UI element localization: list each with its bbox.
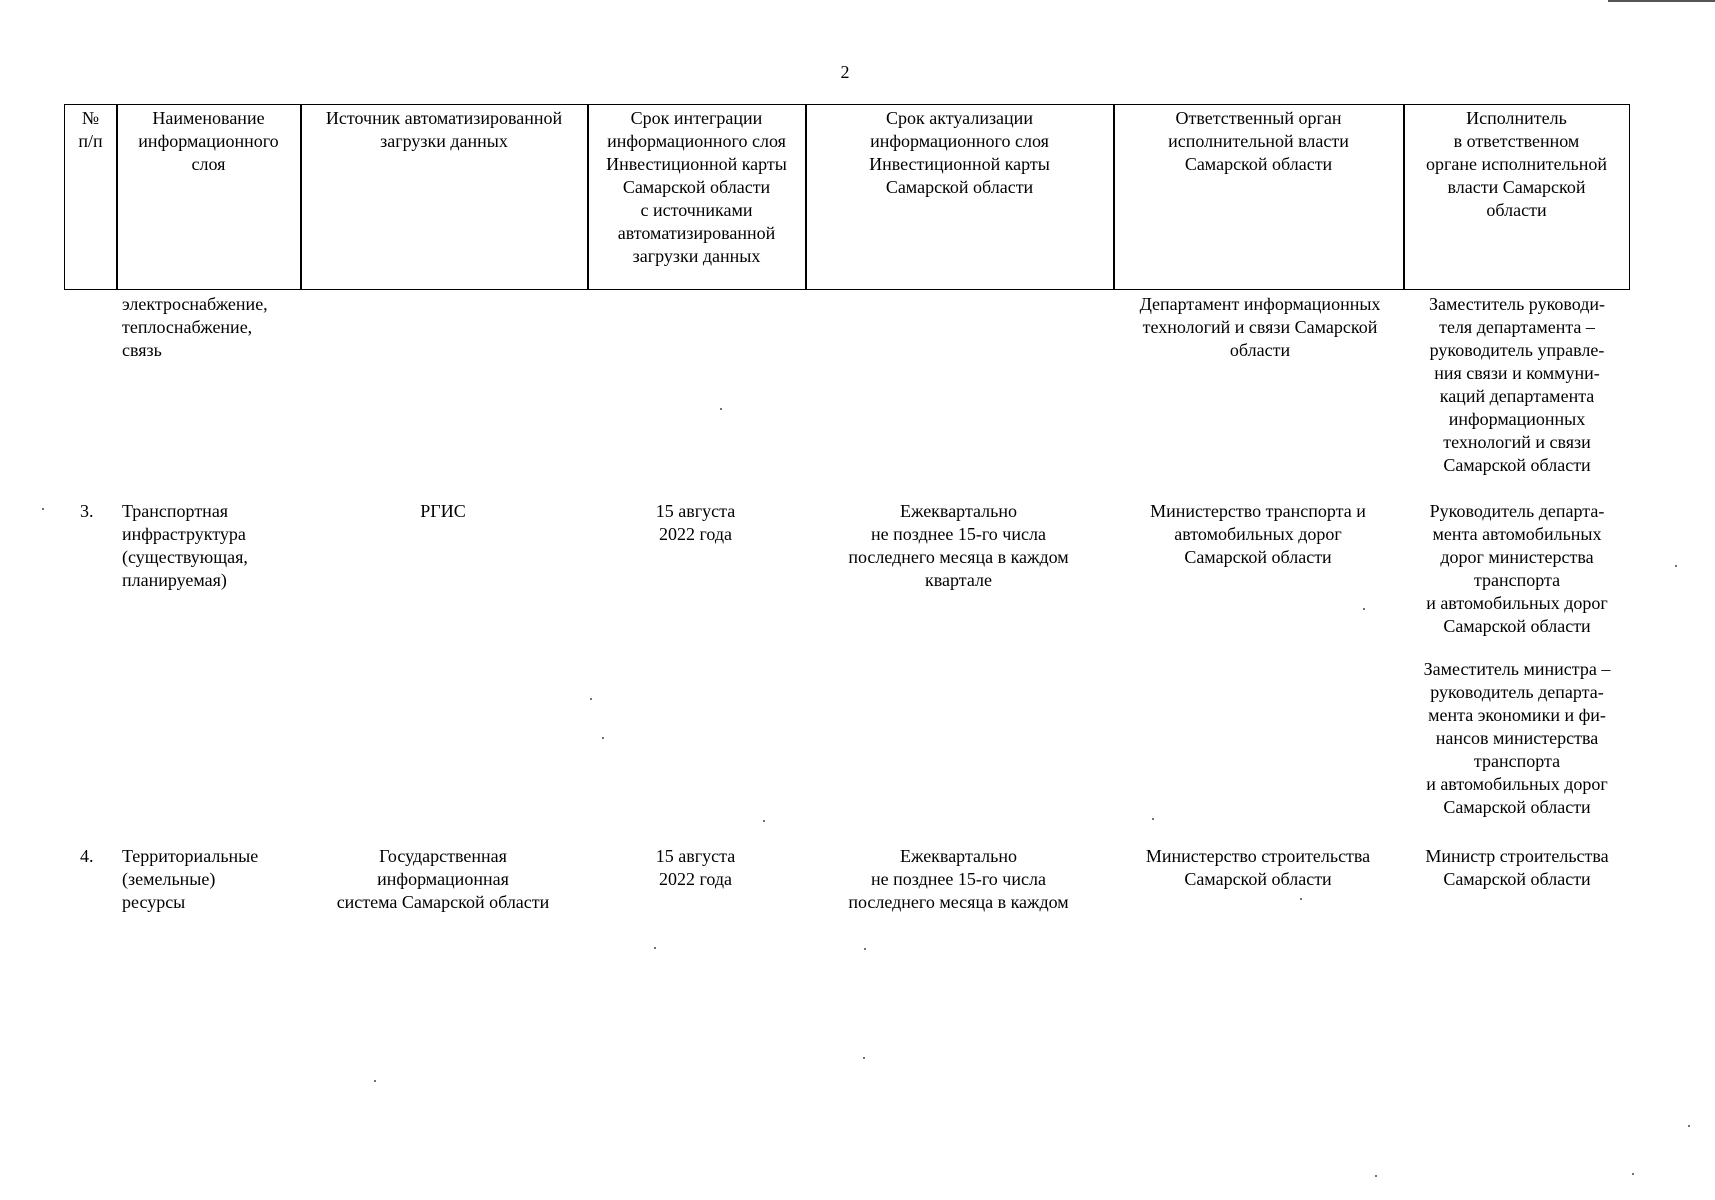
text-line: планируемая) (122, 570, 227, 590)
text-line: власти Самарской (1447, 177, 1586, 197)
text-line: информационного (138, 131, 279, 151)
text-line: и автомобильных дорог (1426, 593, 1608, 613)
row-data-source (300, 845, 586, 914)
text-line: Самарской области (1443, 797, 1591, 817)
text-line: инфраструктура (122, 524, 246, 544)
text-line: Самарской области (1184, 154, 1333, 174)
text-line: руководитель департа- (1430, 682, 1604, 702)
text-line: Самарской области (1443, 869, 1591, 889)
row-executor (1404, 293, 1630, 477)
text-line: технологий и связи Самарской (1142, 317, 1378, 337)
text-line: дорог министерства (1440, 547, 1594, 567)
text-line: Срок интеграции (630, 108, 763, 128)
scan-speck (1152, 818, 1154, 820)
text-line: загрузки данных (380, 131, 508, 151)
scan-edge-rule (1608, 0, 1715, 2)
text-line: ресурсы (122, 892, 186, 912)
text-line: Наименование (152, 108, 265, 128)
row-integration-term (587, 500, 804, 546)
text-line: Самарской области (1443, 616, 1591, 636)
text-line: (существующая, (122, 547, 248, 567)
text-line: Самарской области (1443, 455, 1591, 475)
scan-speck (42, 508, 44, 510)
text-line: последнего месяца в каждом (848, 547, 1069, 567)
text-line: органе исполнительной (1425, 154, 1608, 174)
text-line: 15 августа (655, 501, 736, 521)
row-layer-name (122, 500, 302, 592)
header-update-term (806, 107, 1113, 199)
row-data-source (300, 500, 586, 523)
row-executor (1404, 500, 1630, 638)
text-line: (земельные) (122, 869, 216, 889)
scan-speck (864, 948, 866, 950)
text-line: Министерство транспорта и (1150, 501, 1366, 521)
text-line: Ежеквартально (900, 846, 1017, 866)
text-line: информационного слоя (870, 131, 1049, 151)
row-authority (1113, 500, 1403, 569)
text-line: система Самарской области (336, 892, 550, 912)
text-line: квартале (925, 570, 992, 590)
text-line: № (81, 108, 100, 128)
text-line: п/п (78, 131, 103, 151)
scan-speck (1300, 898, 1302, 900)
text-line: Департамент информационных (1139, 294, 1381, 314)
text-line: Заместитель министра – (1423, 659, 1611, 679)
header-layer-name (117, 107, 300, 176)
row-number: 3. (80, 501, 94, 521)
text-line: Министр строительства (1425, 846, 1609, 866)
text-line: Инвестиционной карты (606, 154, 787, 174)
scan-speck (602, 737, 604, 739)
text-line: Срок актуализации (886, 108, 1033, 128)
row-integration-term (587, 845, 804, 891)
text-line: теплоснабжение, (122, 317, 253, 337)
text-line: Источник автоматизированной (325, 108, 563, 128)
text-line: информационных (1448, 409, 1586, 429)
text-line: Инвестиционной карты (869, 154, 1050, 174)
text-line: Территориальные (122, 846, 259, 866)
row-number: 4. (80, 846, 94, 866)
scan-speck (1632, 1173, 1634, 1175)
text-line: Самарской области (1184, 547, 1332, 567)
text-line: Исполнитель (1466, 108, 1567, 128)
row-layer-name (122, 293, 302, 362)
text-line: нансов министерства (1435, 728, 1599, 748)
row-executor (1404, 845, 1630, 891)
text-line: загрузки данных (632, 246, 761, 266)
text-line: теля департамента – (1439, 317, 1595, 337)
text-line: Самарской области (1184, 869, 1332, 889)
scan-speck (590, 698, 592, 700)
header-data-source (301, 107, 587, 153)
text-line: Министерство строительства (1145, 846, 1371, 866)
header-executor (1404, 107, 1629, 222)
text-line: технологий и связи (1443, 432, 1591, 452)
text-line: 2022 года (658, 869, 733, 889)
scan-speck (374, 1080, 376, 1082)
text-line: Руководитель департа- (1429, 501, 1605, 521)
text-line: не позднее 15-го числа (871, 869, 1046, 889)
table-header (64, 104, 1630, 290)
scan-speck (1375, 1175, 1377, 1177)
row-update-term (805, 500, 1112, 592)
scan-speck (1688, 1125, 1690, 1127)
row-authority (1113, 845, 1403, 891)
text-line: автомобильных дорог (1174, 524, 1342, 544)
scan-speck (863, 1057, 865, 1059)
text-line: в ответственном (1453, 131, 1580, 151)
text-line: ния связи и коммуни- (1434, 363, 1600, 383)
scan-speck (763, 820, 765, 822)
header-integration-term (588, 107, 805, 268)
text-line: Ежеквартально (900, 501, 1017, 521)
text-line: последнего месяца в каждом (848, 892, 1069, 912)
scan-speck (1675, 565, 1677, 567)
text-line: транспорта (1473, 570, 1561, 590)
header-authority (1114, 107, 1403, 176)
text-line: мента автомобильных (1432, 524, 1602, 544)
text-line: Заместитель руководи- (1428, 294, 1606, 314)
text-line: каций департамента (1439, 386, 1595, 406)
text-line: 15 августа (655, 846, 736, 866)
text-line: РГИС (420, 501, 466, 521)
row-authority (1115, 293, 1405, 362)
text-line: автоматизированной (617, 223, 776, 243)
text-line: Самарской области (885, 177, 1034, 197)
text-line: 2022 года (658, 524, 733, 544)
text-line: исполнительной власти (1168, 131, 1349, 151)
text-line: области (1229, 340, 1291, 360)
text-line: Ответственный орган (1175, 108, 1342, 128)
header-number (65, 107, 116, 153)
text-line: информационного слоя (607, 131, 786, 151)
text-line: Государственная (379, 846, 507, 866)
text-line: транспорта (1473, 751, 1561, 771)
row-executor-secondary (1404, 658, 1630, 819)
text-line: Самарской области (622, 177, 771, 197)
scan-speck (1363, 608, 1365, 610)
text-line: с источниками (640, 200, 753, 220)
text-line: информационная (377, 869, 509, 889)
text-line: не позднее 15-го числа (871, 524, 1046, 544)
text-line: Транспортная (122, 501, 229, 521)
row-layer-name (122, 845, 302, 914)
text-line: руководитель управле- (1429, 340, 1605, 360)
text-line: области (1486, 200, 1547, 220)
scan-speck (720, 408, 722, 410)
text-line: слоя (191, 154, 226, 174)
row-update-term (805, 845, 1112, 914)
scan-speck (654, 947, 656, 949)
text-line: связь (122, 340, 162, 360)
text-line: электроснабжение, (122, 294, 268, 314)
page-number: 2 (840, 62, 850, 82)
text-line: мента экономики и фи- (1428, 705, 1606, 725)
text-line: и автомобильных дорог (1426, 774, 1608, 794)
